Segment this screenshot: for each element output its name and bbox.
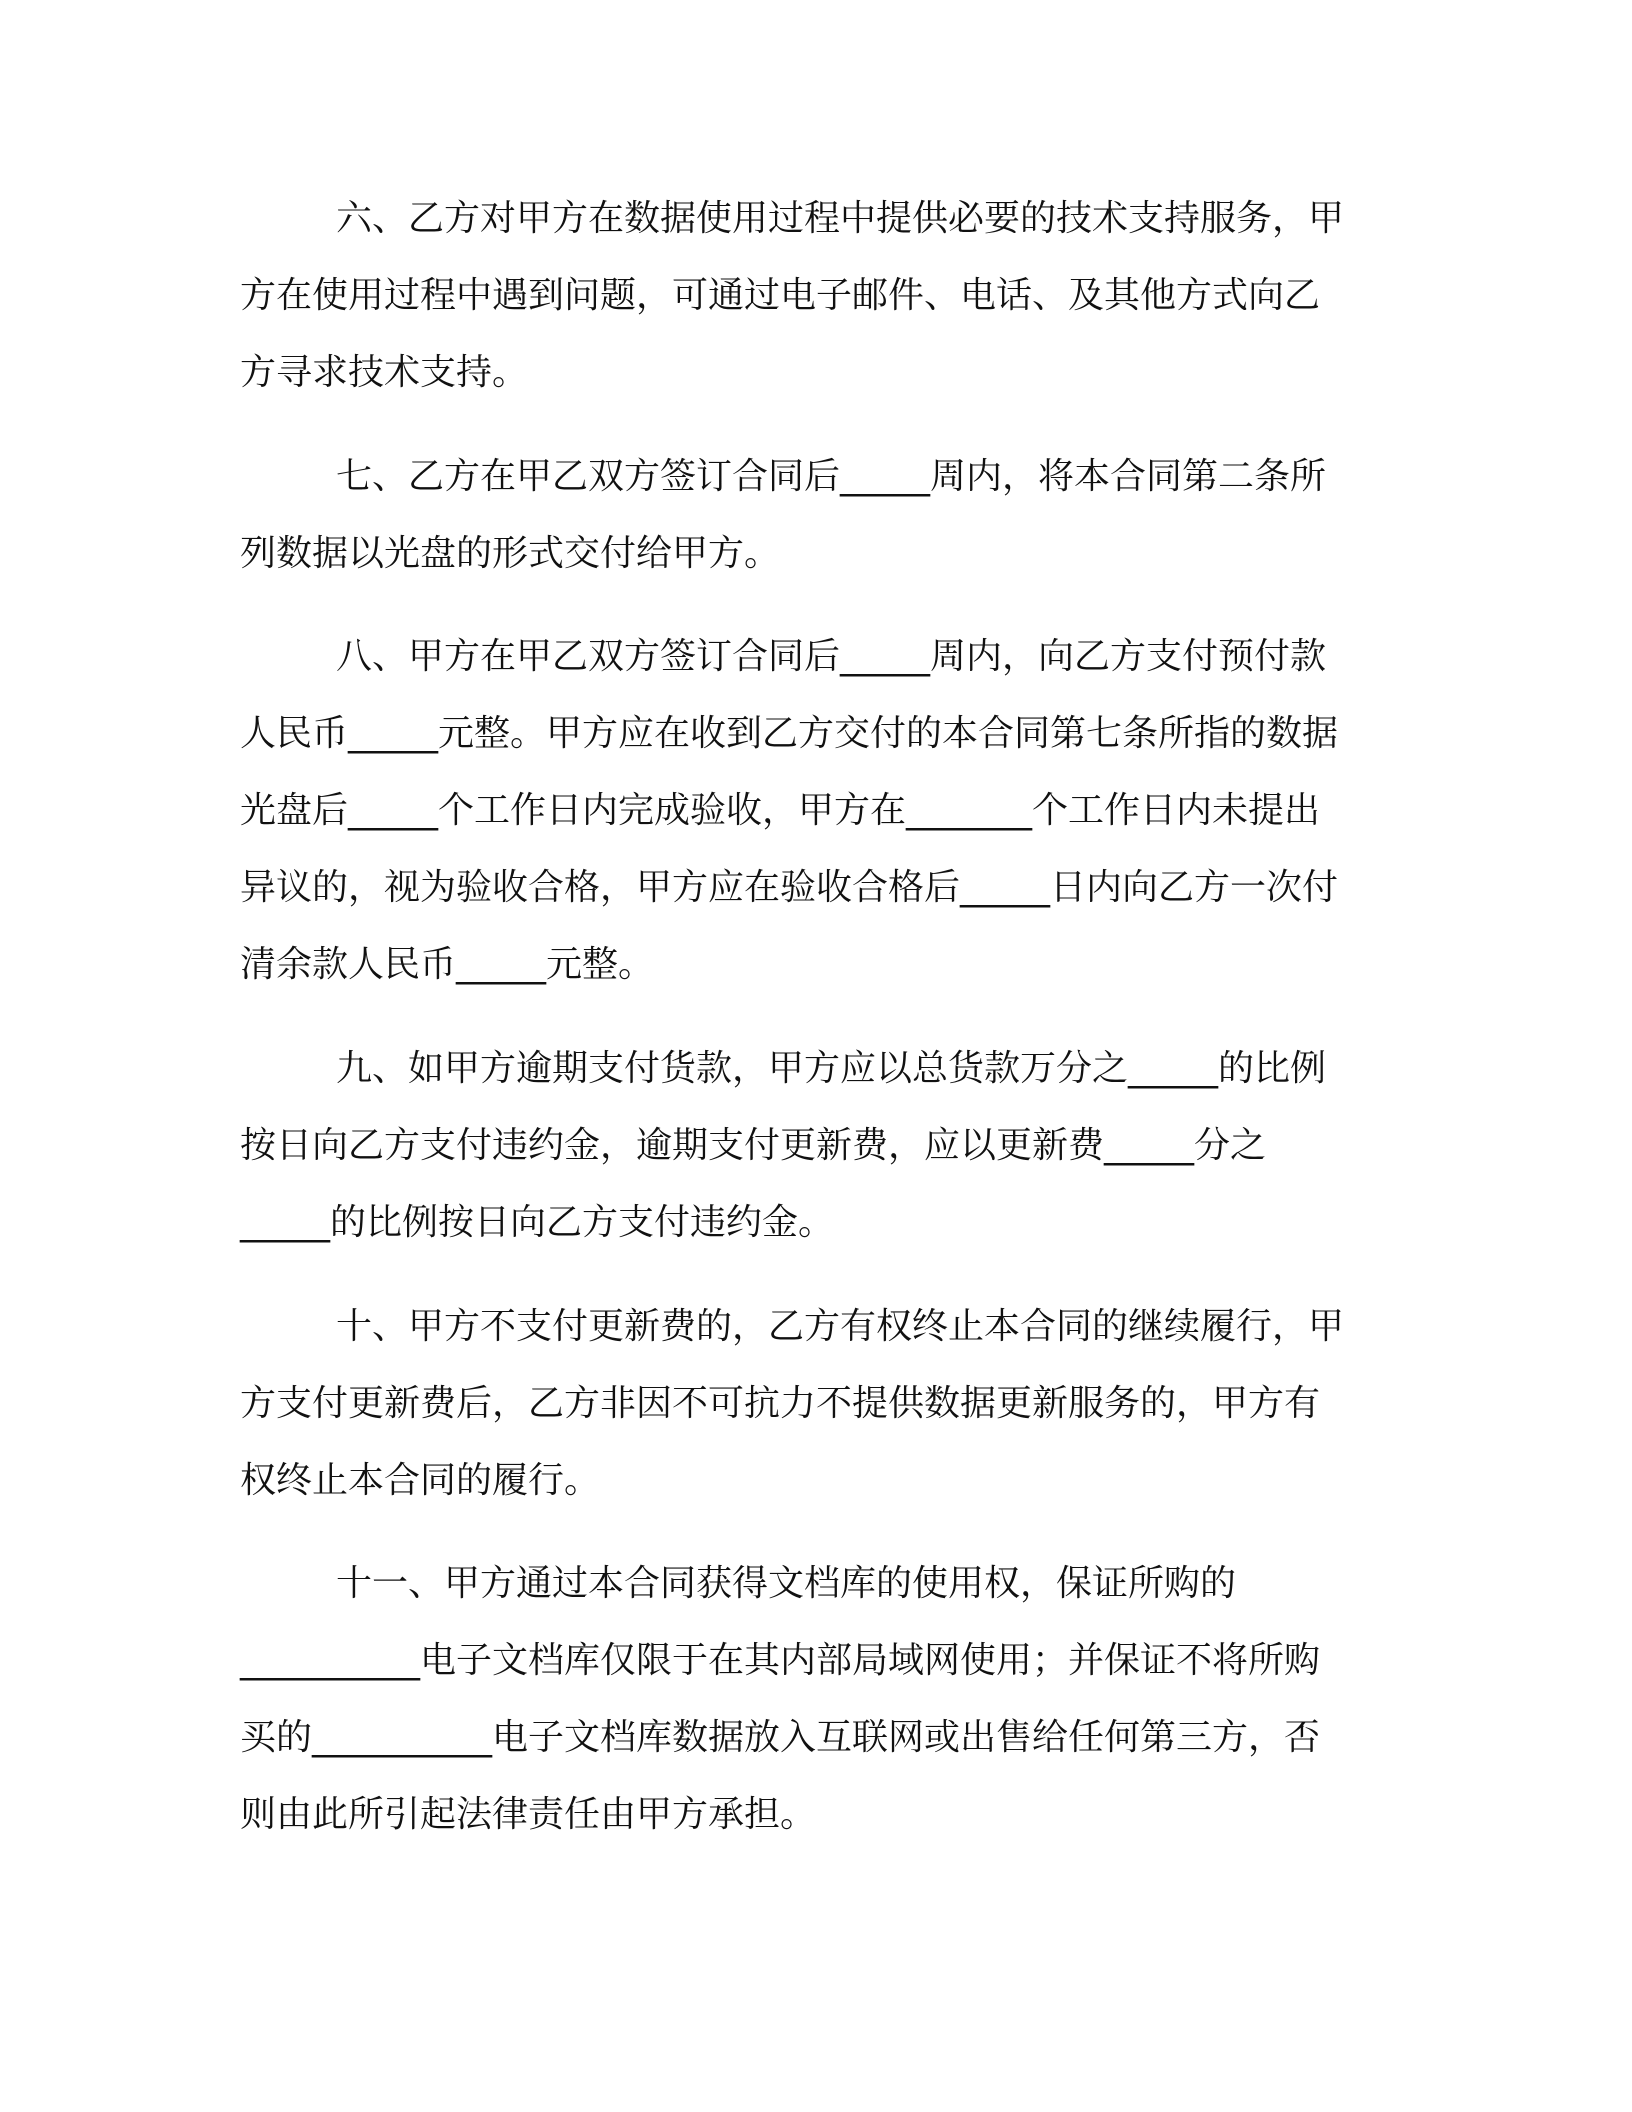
clause-6-paragraph (240, 180, 1390, 411)
paragraph-line: __________电子文档库仅限于在其内部局域网使用；并保证不将所购 (240, 1640, 1321, 1681)
paragraph-line: 按日向乙方支付违约金，逾期支付更新费，应以更新费_____分之 (240, 1125, 1267, 1166)
paragraph-line: 八、甲方在甲乙双方签订合同后_____周内，向乙方支付预付款 (336, 636, 1327, 677)
paragraph-line: _____的比例按日向乙方支付违约金。 (240, 1202, 835, 1243)
paragraph-line: 十、甲方不支付更新费的，乙方有权终止本合同的继续履行，甲 (336, 1306, 1345, 1347)
clause-11-paragraph (240, 1545, 1390, 1853)
clause-8-paragraph (240, 618, 1390, 1003)
paragraph-line: 人民币_____元整。甲方应在收到乙方交付的本合同第七条所指的数据 (240, 713, 1339, 754)
paragraph-line: 方寻求技术支持。 (240, 352, 529, 393)
paragraph-line: 七、乙方在甲乙双方签订合同后_____周内，将本合同第二条所 (336, 456, 1327, 497)
paragraph-line: 六、乙方对甲方在数据使用过程中提供必要的技术支持服务，甲 (336, 198, 1345, 239)
paragraph-line: 九、如甲方逾期支付货款，甲方应以总货款万分之_____的比例 (336, 1048, 1327, 1089)
clause-7-paragraph (240, 438, 1390, 592)
paragraph-line: 则由此所引起法律责任由甲方承担。 (240, 1794, 817, 1835)
paragraph-line: 权终止本合同的履行。 (240, 1460, 601, 1501)
paragraph-line: 清余款人民币_____元整。 (240, 944, 655, 985)
paragraph-line: 十一、甲方通过本合同获得文档库的使用权，保证所购的 (336, 1563, 1237, 1604)
clause-10-paragraph (240, 1288, 1390, 1519)
paragraph-line: 买的__________电子文档库数据放入互联网或出售给任何第三方，否 (240, 1717, 1321, 1758)
paragraph-line: 光盘后_____个工作日内完成验收，甲方在_______个工作日内未提出 (240, 790, 1321, 831)
clause-9-paragraph (240, 1030, 1390, 1261)
paragraph-line: 列数据以光盘的形式交付给甲方。 (240, 533, 781, 574)
paragraph-line: 异议的，视为验收合格，甲方应在验收合格后_____日内向乙方一次付 (240, 867, 1339, 908)
paragraph-line: 方支付更新费后，乙方非因不可抗力不提供数据更新服务的，甲方有 (240, 1383, 1321, 1424)
paragraph-line: 方在使用过程中遇到问题，可通过电子邮件、电话、及其他方式向乙 (240, 275, 1321, 316)
